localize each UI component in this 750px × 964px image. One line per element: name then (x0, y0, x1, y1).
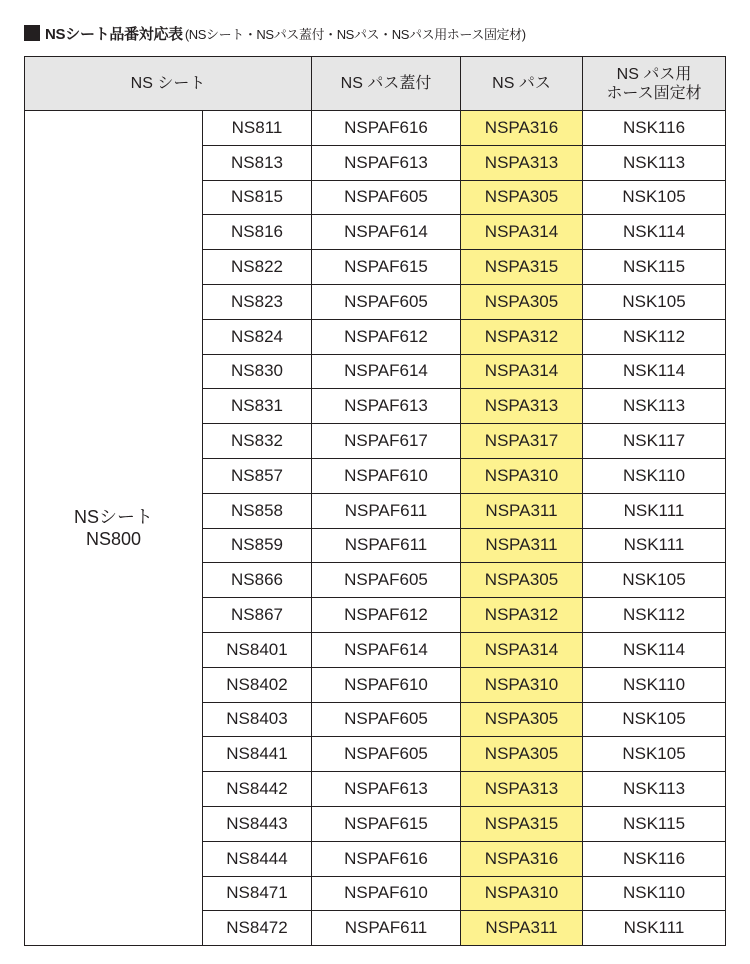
cell-hose-fixture: NSK113 (583, 389, 726, 424)
page-title (24, 20, 526, 46)
header-ns-pass: NS パス (461, 57, 583, 111)
cell-ns-sheet-model: NS8443 (203, 806, 312, 841)
table-header-row (25, 57, 726, 111)
header-ns-pass-lid: NS パス蓋付 (312, 57, 461, 111)
cell-ns-pass-lid: NSPAF615 (312, 806, 461, 841)
cell-hose-fixture: NSK110 (583, 667, 726, 702)
cell-ns-pass-lid: NSPAF605 (312, 180, 461, 215)
cell-hose-fixture: NSK110 (583, 876, 726, 911)
cell-ns-pass-lid: NSPAF613 (312, 145, 461, 180)
cell-ns-pass-lid: NSPAF616 (312, 841, 461, 876)
cell-ns-sheet-model: NS8442 (203, 772, 312, 807)
cell-ns-sheet-model: NS811 (203, 111, 312, 146)
cell-ns-pass-lid: NSPAF613 (312, 772, 461, 807)
series-group-cell (25, 111, 203, 946)
cell-ns-pass: NSPA312 (461, 319, 583, 354)
cell-hose-fixture: NSK111 (583, 528, 726, 563)
cell-ns-sheet-model: NS830 (203, 354, 312, 389)
cell-ns-sheet-model: NS8441 (203, 737, 312, 772)
cell-ns-sheet-model: NS824 (203, 319, 312, 354)
cell-hose-fixture: NSK116 (583, 111, 726, 146)
cell-ns-sheet-model: NS831 (203, 389, 312, 424)
cell-ns-pass-lid: NSPAF614 (312, 354, 461, 389)
cell-ns-pass-lid: NSPAF616 (312, 111, 461, 146)
cell-ns-sheet-model: NS859 (203, 528, 312, 563)
cell-ns-pass: NSPA313 (461, 145, 583, 180)
cell-ns-pass-lid: NSPAF605 (312, 702, 461, 737)
header-ns-sheet: NS シート (25, 57, 312, 111)
cell-hose-fixture: NSK113 (583, 145, 726, 180)
cell-ns-pass-lid: NSPAF610 (312, 876, 461, 911)
part-number-table (24, 56, 726, 946)
series-group-line1: NSシート (73, 507, 153, 528)
cell-ns-pass: NSPA312 (461, 598, 583, 633)
cell-ns-sheet-model: NS866 (203, 563, 312, 598)
cell-hose-fixture: NSK117 (583, 424, 726, 459)
cell-ns-pass-lid: NSPAF610 (312, 667, 461, 702)
cell-hose-fixture: NSK112 (583, 598, 726, 633)
title-subtitle: (NSシート・NSパス蓋付・NSパス・NSパス用ホース固定材) (184, 26, 526, 42)
cell-hose-fixture: NSK105 (583, 180, 726, 215)
cell-hose-fixture: NSK115 (583, 806, 726, 841)
cell-ns-sheet-model: NS858 (203, 493, 312, 528)
cell-ns-sheet-model: NS8444 (203, 841, 312, 876)
cell-ns-pass: NSPA310 (461, 876, 583, 911)
cell-ns-pass: NSPA316 (461, 111, 583, 146)
cell-ns-pass-lid: NSPAF614 (312, 632, 461, 667)
cell-ns-sheet-model: NS857 (203, 458, 312, 493)
header-hose-line1: NS パス用 (616, 65, 692, 83)
cell-ns-pass-lid: NSPAF611 (312, 493, 461, 528)
cell-ns-pass: NSPA314 (461, 354, 583, 389)
cell-hose-fixture: NSK114 (583, 354, 726, 389)
cell-ns-sheet-model: NS832 (203, 424, 312, 459)
cell-ns-sheet-model: NS8472 (203, 911, 312, 946)
cell-ns-pass: NSPA311 (461, 528, 583, 563)
cell-ns-pass: NSPA313 (461, 772, 583, 807)
cell-ns-pass: NSPA305 (461, 563, 583, 598)
cell-ns-pass: NSPA314 (461, 215, 583, 250)
cell-hose-fixture: NSK105 (583, 702, 726, 737)
title-main: NSシート品番対応表 (45, 25, 183, 43)
cell-ns-pass: NSPA310 (461, 667, 583, 702)
cell-ns-pass: NSPA316 (461, 841, 583, 876)
cell-ns-pass-lid: NSPAF615 (312, 250, 461, 285)
cell-ns-pass: NSPA305 (461, 702, 583, 737)
cell-hose-fixture: NSK110 (583, 458, 726, 493)
cell-hose-fixture: NSK116 (583, 841, 726, 876)
cell-ns-pass: NSPA311 (461, 911, 583, 946)
cell-ns-pass-lid: NSPAF617 (312, 424, 461, 459)
cell-ns-pass-lid: NSPAF612 (312, 319, 461, 354)
cell-ns-sheet-model: NS816 (203, 215, 312, 250)
cell-ns-pass: NSPA311 (461, 493, 583, 528)
cell-ns-sheet-model: NS8403 (203, 702, 312, 737)
cell-hose-fixture: NSK105 (583, 284, 726, 319)
cell-ns-pass: NSPA314 (461, 632, 583, 667)
header-hose-fixture (583, 57, 726, 111)
cell-ns-sheet-model: NS815 (203, 180, 312, 215)
square-bullet-icon (24, 25, 40, 41)
cell-ns-pass-lid: NSPAF611 (312, 911, 461, 946)
cell-ns-pass: NSPA313 (461, 389, 583, 424)
cell-hose-fixture: NSK113 (583, 772, 726, 807)
cell-hose-fixture: NSK112 (583, 319, 726, 354)
cell-ns-pass-lid: NSPAF605 (312, 563, 461, 598)
cell-ns-pass: NSPA317 (461, 424, 583, 459)
cell-hose-fixture: NSK114 (583, 632, 726, 667)
table-row (25, 111, 726, 146)
cell-hose-fixture: NSK111 (583, 911, 726, 946)
cell-ns-pass: NSPA305 (461, 737, 583, 772)
header-hose-line2: ホース固定材 (606, 84, 702, 102)
cell-hose-fixture: NSK105 (583, 563, 726, 598)
cell-ns-pass: NSPA305 (461, 284, 583, 319)
cell-hose-fixture: NSK115 (583, 250, 726, 285)
cell-hose-fixture: NSK105 (583, 737, 726, 772)
cell-ns-sheet-model: NS867 (203, 598, 312, 633)
cell-ns-pass-lid: NSPAF611 (312, 528, 461, 563)
cell-ns-pass-lid: NSPAF610 (312, 458, 461, 493)
cell-ns-sheet-model: NS822 (203, 250, 312, 285)
cell-ns-pass: NSPA315 (461, 806, 583, 841)
cell-ns-pass: NSPA315 (461, 250, 583, 285)
cell-ns-sheet-model: NS8402 (203, 667, 312, 702)
cell-ns-pass-lid: NSPAF605 (312, 284, 461, 319)
cell-hose-fixture: NSK114 (583, 215, 726, 250)
cell-ns-pass-lid: NSPAF614 (312, 215, 461, 250)
cell-ns-sheet-model: NS813 (203, 145, 312, 180)
cell-ns-pass: NSPA305 (461, 180, 583, 215)
cell-ns-pass-lid: NSPAF612 (312, 598, 461, 633)
series-group-line2: NS800 (85, 529, 142, 550)
cell-ns-sheet-model: NS823 (203, 284, 312, 319)
cell-ns-pass-lid: NSPAF613 (312, 389, 461, 424)
cell-hose-fixture: NSK111 (583, 493, 726, 528)
cell-ns-sheet-model: NS8401 (203, 632, 312, 667)
cell-ns-pass-lid: NSPAF605 (312, 737, 461, 772)
cell-ns-pass: NSPA310 (461, 458, 583, 493)
cell-ns-sheet-model: NS8471 (203, 876, 312, 911)
